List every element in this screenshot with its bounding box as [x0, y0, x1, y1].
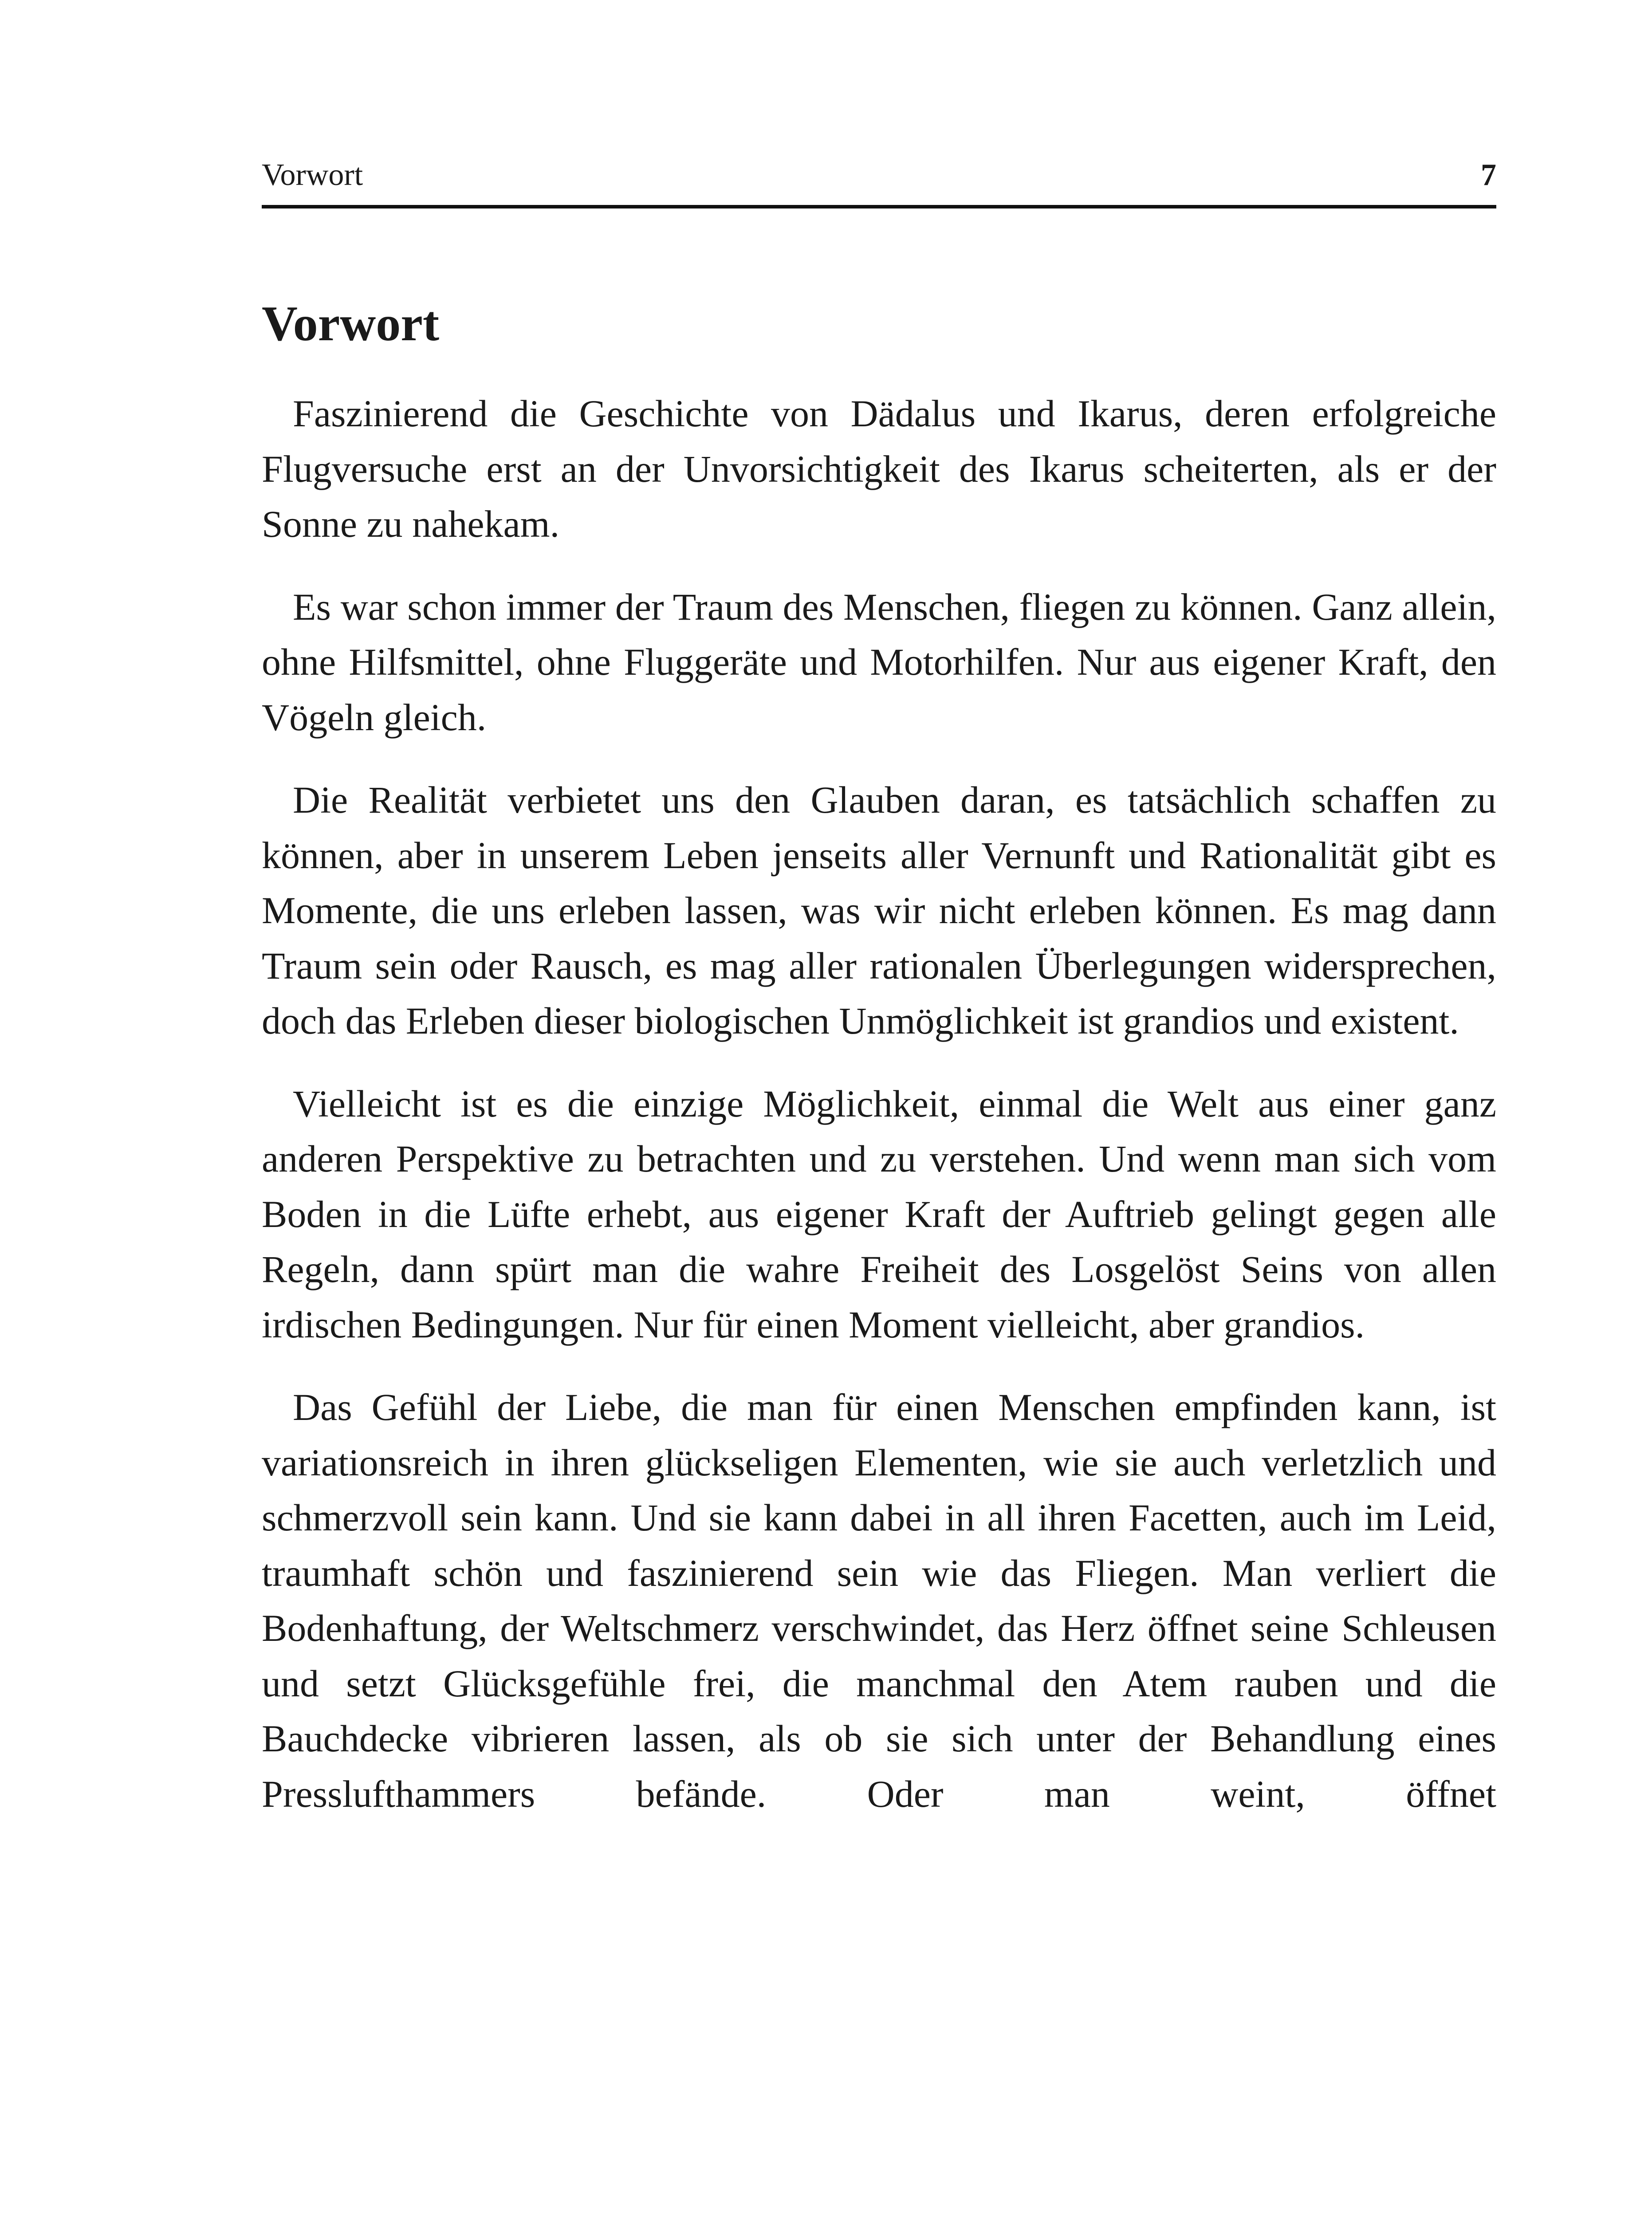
paragraph: Es war schon immer der Traum des Menschen, fliegen zu können. Ganz allein, ohne Hilfsmittel, ohne Fluggeräte und Motorhilfen. Nur aus eigener Kraft, den Vögeln gleich.	[262, 585, 1496, 739]
paragraph: Faszinierend die Geschichte von Dädalus und Ikarus, deren erfolgreiche Flugversuche erst an der Unvorsichtigkeit des Ikarus scheiterten, als er der Sonne zu nahekam.	[262, 392, 1496, 545]
body-text	[262, 386, 1496, 1821]
paragraph: Die Realität verbietet uns den Glauben daran, es tatsächlich schaffen zu können, aber in unserem Leben jenseits aller Vernunft und Rationalität gibt es Momente, die uns erleben lassen, was wir nicht erleben können. Es mag dann Traum sein oder Rausch, es mag aller rationalen Überlegungen widersprechen, doch das Erleben dieser biologischen Unmöglichkeit ist grandios und existent.	[262, 779, 1496, 1042]
chapter-title: Vorwort	[262, 296, 440, 351]
running-header	[262, 151, 1496, 208]
page-number: 7	[1481, 158, 1496, 192]
running-title: Vorwort	[262, 158, 363, 192]
paragraph: Das Gefühl der Liebe, die man für einen Menschen empfinden kann, ist variationsreich in ihren glückseligen Elementen, wie sie auch verletzlich und schmerzvoll sein kann. Und sie kann dabei in all ihren Facetten, auch im Leid, traumhaft schön und faszinierend sein wie das Fliegen. Man verliert die Bodenhaftung, der Weltschmerz verschwindet, das Herz öffnet seine Schleusen und setzt Glücksgefühle frei, die manchmal den Atem rauben und die Bauchdecke vibrieren lassen, als ob sie sich unter der Behandlung eines Presslufthammers befände. Oder man weint, öffnet	[262, 1386, 1496, 1815]
paragraph: Vielleicht ist es die einzige Möglichkeit, einmal die Welt aus einer ganz anderen Perspektive zu betrachten und zu verstehen. Und wenn man sich vom Boden in die Lüfte erhebt, aus eigener Kraft der Auftrieb gelingt gegen alle Regeln, dann spürt man die wahre Freiheit des Losgelöst Seins von allen irdischen Bedingungen. Nur für einen Moment vielleicht, aber grandios.	[262, 1082, 1496, 1346]
